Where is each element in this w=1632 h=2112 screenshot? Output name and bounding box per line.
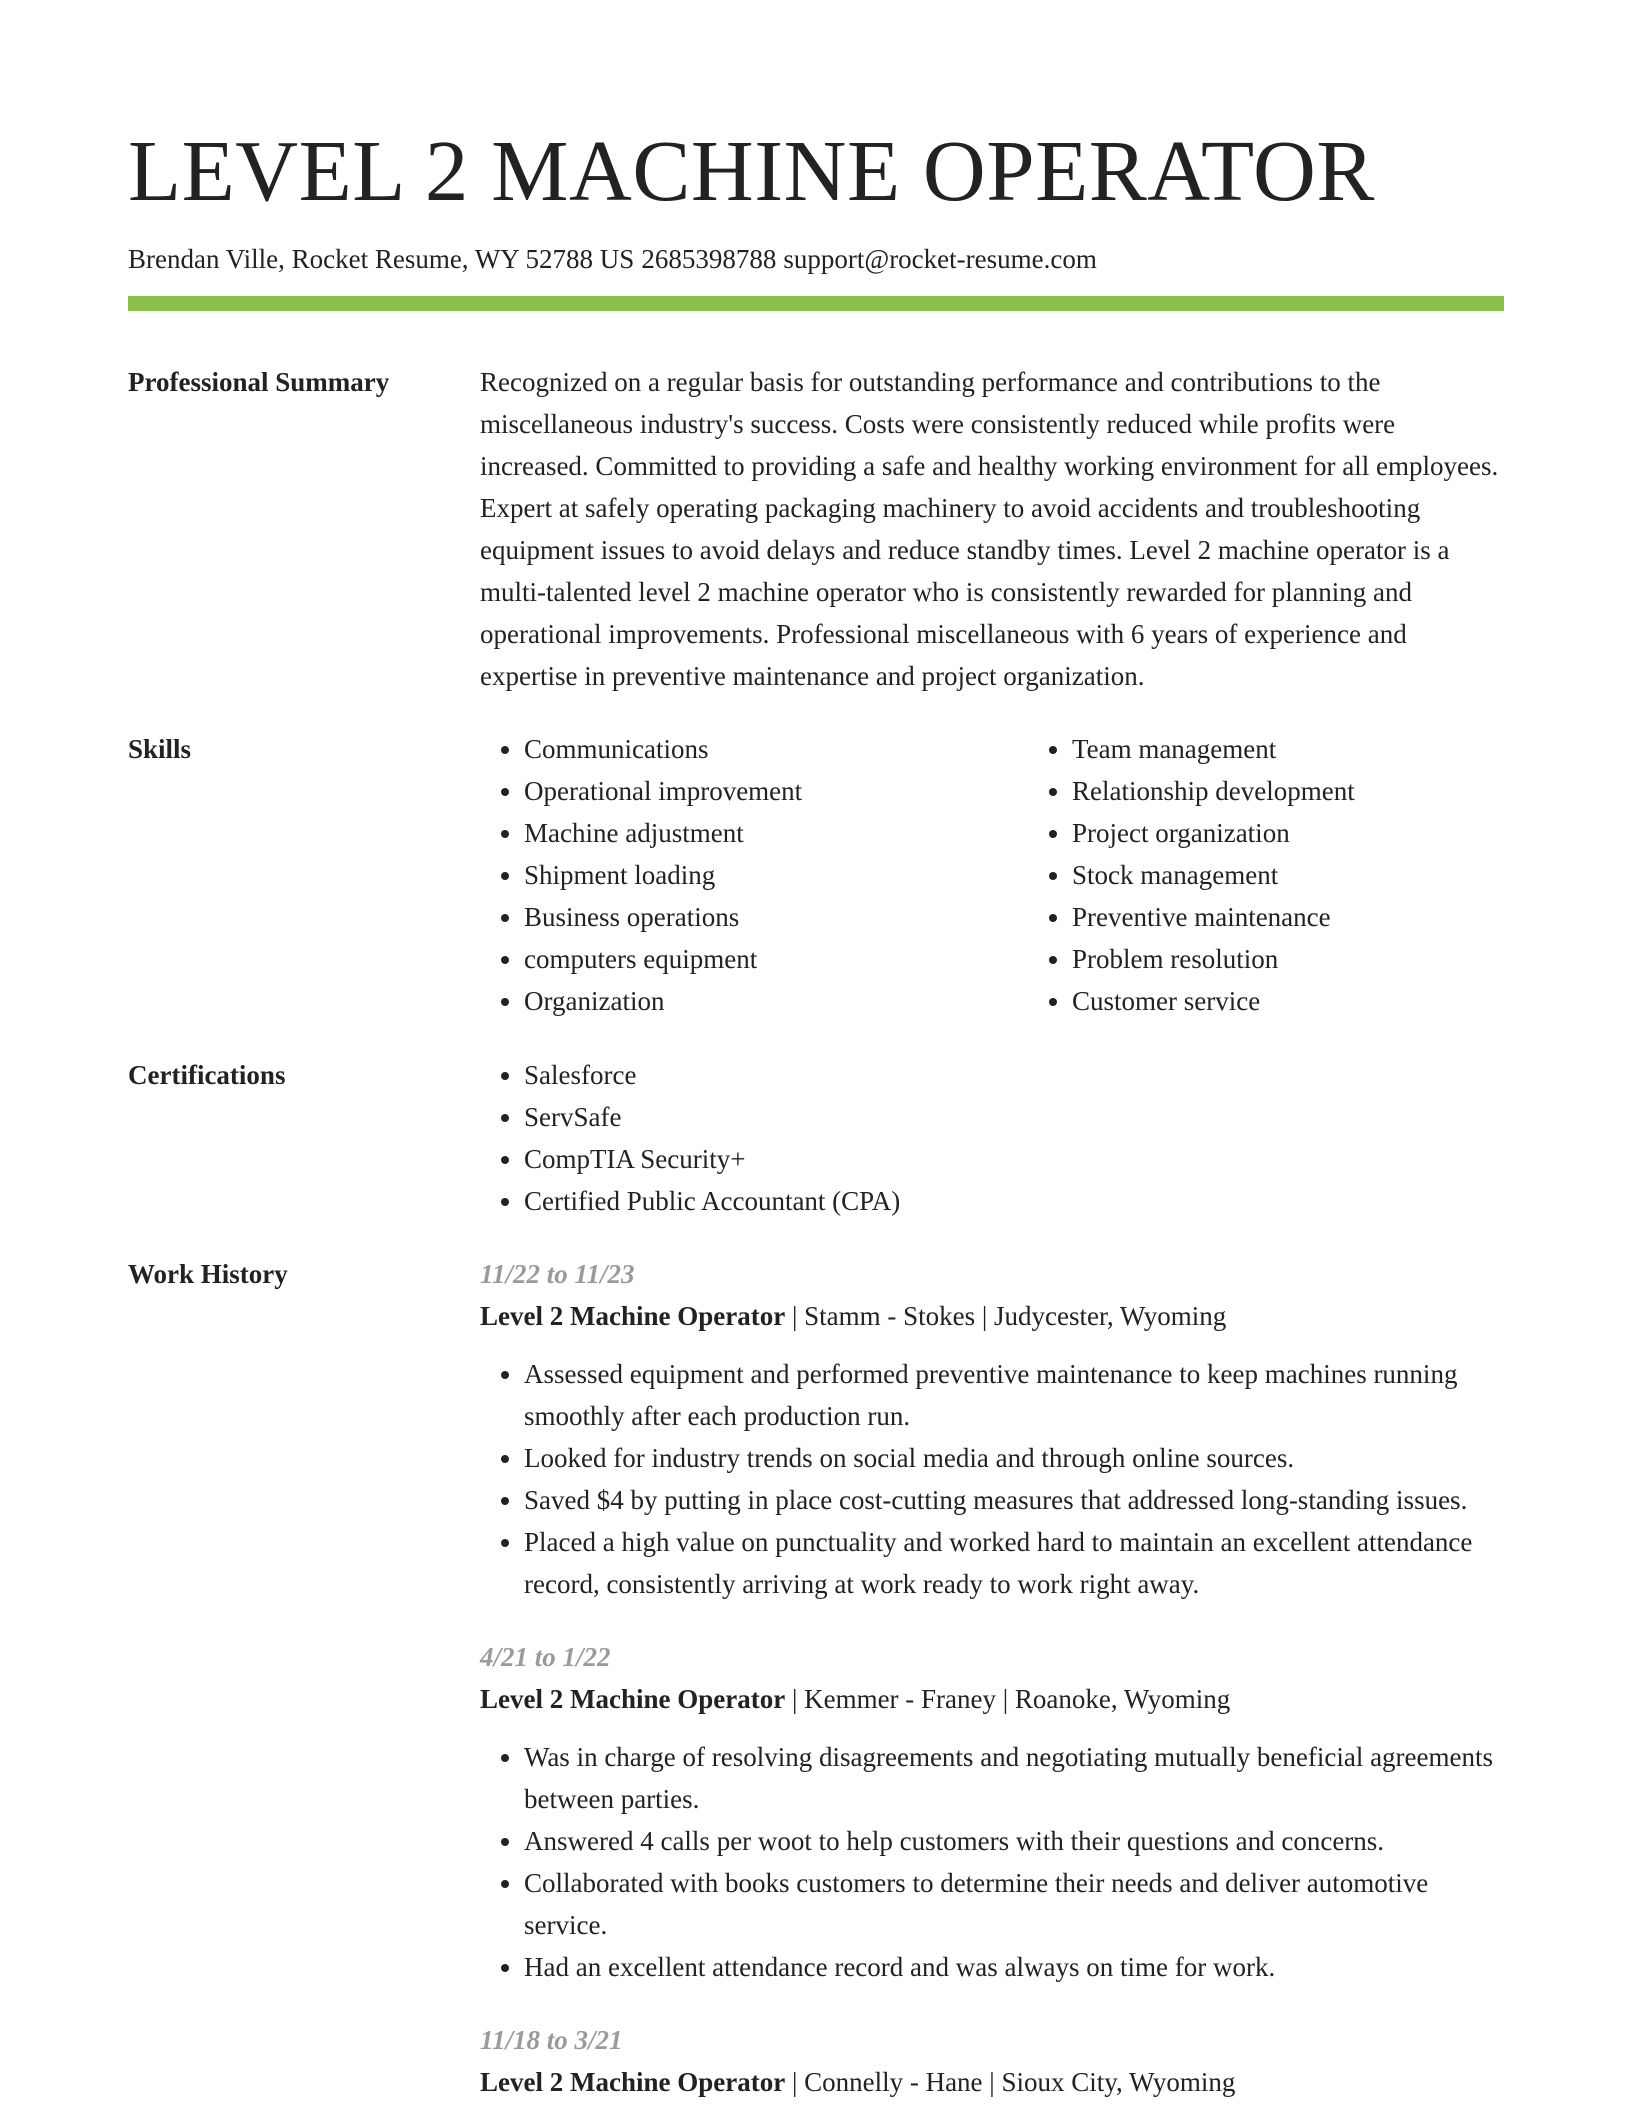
job-dates: 11/22 to 11/23	[480, 1259, 635, 1289]
skills-section	[128, 728, 1504, 1022]
certification-item: • ServSafe	[524, 1096, 1504, 1138]
skill-item: • Organization	[524, 980, 1028, 1022]
skill-item: • Shipment loading	[524, 854, 1028, 896]
certifications-section	[128, 1054, 1504, 1222]
certifications-label: Certifications	[128, 1060, 286, 1090]
job-entry	[480, 2019, 1504, 2103]
skill-item: • Preventive maintenance	[1072, 896, 1576, 938]
skill-item: • Operational improvement	[524, 770, 1028, 812]
job-bullet: • Looked for industry trends on social media and through online sources.	[524, 1437, 1504, 1479]
skill-item: • Communications	[524, 728, 1028, 770]
job-title: Level 2 Machine Operator	[480, 2067, 786, 2097]
contact-line	[128, 242, 1504, 276]
job-heading	[480, 1295, 1504, 1337]
summary-body	[480, 361, 1504, 697]
job-bullet: • Answered 4 calls per woot to help customers with their questions and concerns.	[524, 1820, 1504, 1862]
summary-section	[128, 361, 1504, 697]
resume-page	[128, 0, 1504, 2103]
skill-item: • computers equipment	[524, 938, 1028, 980]
job-bullet: • Was in charge of resolving disagreements and negotiating mutually beneficial agreements between parties.	[524, 1736, 1504, 1820]
resume-title: LEVEL 2 MACHINE OPERATOR	[128, 122, 1375, 219]
job-bullet: • Collaborated with books customers to determine their needs and deliver automotive service.	[524, 1862, 1504, 1946]
job-dates: 11/18 to 3/21	[480, 2025, 623, 2055]
skill-item: • Team management	[1072, 728, 1576, 770]
job-bullet: • Assessed equipment and performed preventive maintenance to keep machines running smoothly after each production run.	[524, 1353, 1504, 1437]
job-bullet: • Had an excellent attendance record and was always on time for work.	[524, 1946, 1504, 1988]
job-title: Level 2 Machine Operator	[480, 1684, 786, 1714]
summary-text: Recognized on a regular basis for outstanding performance and contributions to the miscellaneous industry's success. Costs were consistently reduced while profits were increased. Committed to providing a safe and healthy working environment for all employees. Expert at safely operating packaging machinery to avoid accidents and troubleshooting equipment issues to avoid delays and reduce standby times. Level 2 machine operator is a multi-talented level 2 machine operator who is consistently rewarded for planning and operational improvements. Professional miscellaneous with 6 years of experience and expertise in preventive maintenance and project organization.	[480, 367, 1499, 691]
job-bullets	[480, 1736, 1504, 1988]
skills-body	[480, 728, 1576, 1022]
skill-item: • Customer service	[1072, 980, 1576, 1022]
summary-label: Professional Summary	[128, 367, 390, 397]
job-heading	[480, 1678, 1504, 1720]
job-bullet: • Placed a high value on punctuality and worked hard to maintain an excellent attendance record, consistently arriving at work ready to work right away.	[524, 1521, 1504, 1605]
skill-item: • Machine adjustment	[524, 812, 1028, 854]
contact-address: Brendan Ville, Rocket Resume, WY 52788 US	[128, 244, 635, 274]
work-history-section	[128, 1253, 1504, 2103]
skills-list-right	[1028, 728, 1576, 1022]
work-history-label: Work History	[128, 1259, 288, 1289]
job-details: | Kemmer - Franey | Roanoke, Wyoming	[785, 1684, 1231, 1714]
skill-item: • Problem resolution	[1072, 938, 1576, 980]
certification-item: • Certified Public Accountant (CPA)	[524, 1180, 1504, 1222]
skills-label: Skills	[128, 734, 192, 764]
job-details: | Connelly - Hane | Sioux City, Wyoming	[785, 2067, 1236, 2097]
job-bullet: • Saved $4 by putting in place cost-cutting measures that addressed long-standing issues.	[524, 1479, 1504, 1521]
certifications-body	[480, 1054, 1504, 1222]
skill-item: • Stock management	[1072, 854, 1576, 896]
skill-item: • Relationship development	[1072, 770, 1576, 812]
work-history-body	[480, 1253, 1504, 2103]
certification-item: • Salesforce	[524, 1054, 1504, 1096]
job-entry	[480, 1253, 1504, 1605]
skill-item: • Project organization	[1072, 812, 1576, 854]
header-divider	[128, 296, 1504, 311]
skill-item: • Business operations	[524, 896, 1028, 938]
job-dates: 4/21 to 1/22	[480, 1642, 611, 1672]
contact-phone: 2685398788	[641, 244, 777, 274]
skills-columns	[480, 728, 1576, 1022]
contact-email: support@rocket-resume.com	[783, 244, 1097, 274]
job-heading	[480, 2061, 1504, 2103]
certification-item: • CompTIA Security+	[524, 1138, 1504, 1180]
job-details: | Stamm - Stokes | Judycester, Wyoming	[785, 1301, 1227, 1331]
job-entry	[480, 1636, 1504, 1988]
job-title: Level 2 Machine Operator	[480, 1301, 786, 1331]
certifications-list	[480, 1054, 1504, 1222]
skills-list-left	[480, 728, 1028, 1022]
job-bullets	[480, 1353, 1504, 1605]
